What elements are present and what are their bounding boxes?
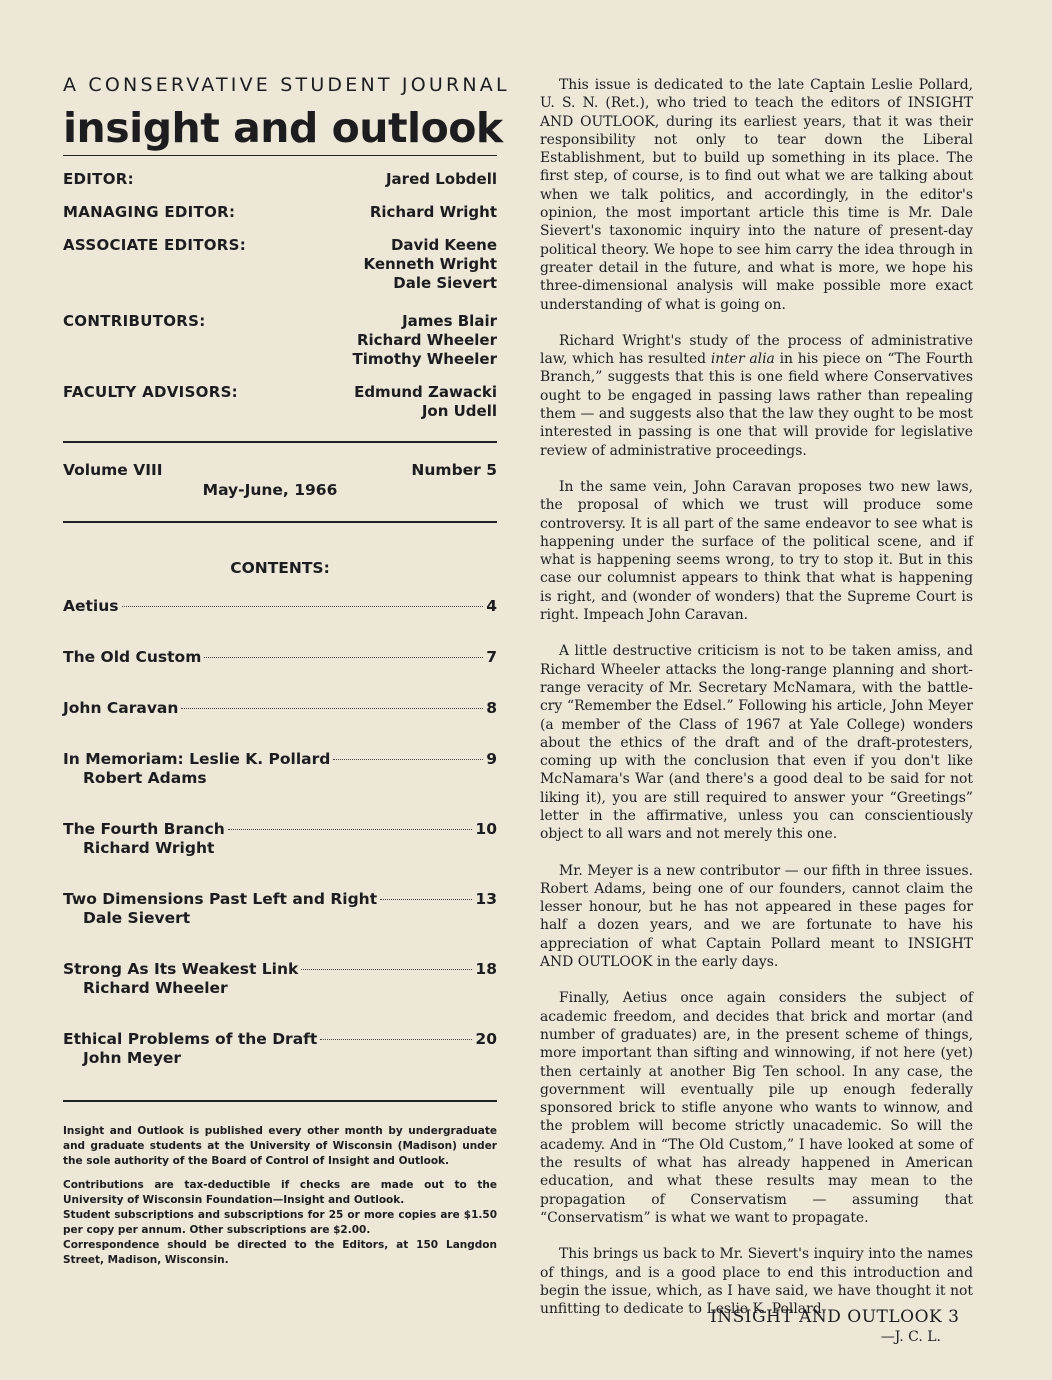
editorial-paragraph: This brings us back to Mr. Sievert's inquiry into the names of things, and is a good place to end this introduction and begin the issue, which, as I have said, we have thought it not unfitting to dedicate to Leslie K. Pollard.: [540, 1246, 973, 1318]
editorial-text: in his piece on “The Fourth Branch,” suggests that this is one field where Conservatives ought to be engaged in passing laws rather than repealing them — and suggests also that the law they ought to be most interested in passing is one that will provide for legislative review of administrative proceedings.: [540, 351, 973, 459]
staff-name: James Blair: [402, 312, 497, 331]
toc-page: 8: [486, 699, 497, 718]
staff-name: Jared Lobdell: [385, 170, 497, 189]
staff-name: Kenneth Wright: [363, 255, 497, 274]
editor-signature: —J. C. L.: [880, 1329, 941, 1346]
staff-row-managing-editor: [63, 203, 497, 222]
toc-entry[interactable]: [63, 648, 497, 667]
toc-title: John Caravan: [63, 699, 179, 718]
toc-entry[interactable]: [63, 750, 497, 788]
toc-title: The Fourth Branch: [63, 820, 225, 839]
editorial-paragraph: This issue is dedicated to the late Captain Leslie Pollard, U. S. N. (Ret.), who tried to teach the editors of INSIGHT AND OUTLOOK, during its earliest years, that it was their responsibility not only to tear down the Liberal Establishment, but to build up something in its place. The first step, of course, is to find out what we are talking about when we talk politics, and accordingly, in the editor's opinion, the most important article this time is Mr. Dale Sievert's taxonomic inquiry into the nature of present-day political theory. We hope to see him carry the idea through in greater detail in the future, and what is more, we hope his three-dimensional analysis will make possible more exact understanding of what is going on.: [540, 77, 973, 313]
toc-leader: [333, 759, 483, 760]
table-of-contents: [63, 597, 497, 1068]
staff-name: Jon Udell: [421, 402, 497, 421]
toc-leader: [122, 606, 484, 607]
toc-title: Ethical Problems of the Draft: [63, 1030, 318, 1049]
journal-title: insight and outlook: [63, 104, 503, 152]
toc-page: 4: [486, 597, 497, 616]
staff-name: Richard Wheeler: [356, 331, 497, 350]
editorial-text: Richard Wright's study of the process of administrative law, which has resulted: [540, 332, 973, 368]
staff-name: Richard Wright: [369, 203, 497, 222]
publication-note: Insight and Outlook is published every other month by undergraduate and graduate students at the University of Wisconsin (Madison) under the sole authority of the Board of Control of Insight and Outlook.: [63, 1125, 497, 1168]
toc-author: Dale Sievert: [83, 909, 191, 928]
toc-author: Richard Wright: [83, 839, 215, 858]
staff-name: Edmund Zawacki: [354, 383, 497, 402]
editorial-paragraph: A little destructive criticism is not to be taken amiss, and Richard Wheeler attacks the long-range planning and short-range veracity of Mr. Secretary McNamara, with the battle-cry “Remember the Edsel.” Following his article, John Meyer (a member of the Class of 1967 at Yale College) wonders about the ethics of the draft and of the draft-protesters, coming up with the conclusion that even if you don't like McNamara's War (and there's a good deal to be said for not liking it), you are still required to answer your “Greetings” letter in the affirmative, unless you can conscientiously object to all wars and not merely this one.: [540, 643, 973, 843]
toc-entry[interactable]: [63, 699, 497, 718]
toc-page: 20: [475, 1030, 497, 1049]
staff-row-editor: [63, 170, 497, 189]
staff-role: ASSOCIATE EDITORS:: [63, 236, 247, 255]
staff-role: CONTRIBUTORS:: [63, 312, 206, 331]
toc-author: Richard Wheeler: [83, 979, 228, 998]
toc-leader: [380, 899, 472, 900]
toc-title: Aetius: [63, 597, 119, 616]
toc-entry[interactable]: [63, 960, 497, 998]
staff-role: MANAGING EDITOR:: [63, 203, 236, 222]
toc-title: In Memoriam: Leslie K. Pollard: [63, 750, 331, 769]
toc-page: 7: [486, 648, 497, 667]
editorial-column: [540, 76, 973, 1347]
toc-page: 9: [486, 750, 497, 769]
staff-row-faculty-advisors: [63, 383, 497, 421]
staff-name: Timothy Wheeler: [352, 350, 497, 369]
number-label: Number 5: [411, 461, 497, 480]
toc-title: Strong As Its Weakest Link: [63, 960, 299, 979]
publication-note: Student subscriptions and subscriptions for 25 or more copies are $1.50 per copy per annum. Other subscriptions are $2.00.: [63, 1209, 497, 1237]
editorial-paragraph: In the same vein, John Caravan proposes two new laws, the proposal of which we trust will produce some controversy. It is all part of the same endeavor to see what is happening under the surface of the political scene, and if what is happening seems wrong, to try to stop it. But in this case our columnist appears to think that what is happening is right, and (wonder of wonders) that the Supreme Court is right. Impeach John Caravan.: [540, 478, 973, 624]
toc-title: Two Dimensions Past Left and Right: [63, 890, 378, 909]
publication-notes: [63, 1124, 497, 1268]
toc-page: 18: [475, 960, 497, 979]
toc-page: 13: [475, 890, 497, 909]
staff-name: Dale Sievert: [393, 274, 497, 293]
contents-rule: [63, 1100, 497, 1102]
title-rule: [63, 155, 497, 156]
staff-role: FACULTY ADVISORS:: [63, 383, 238, 402]
toc-leader: [228, 829, 473, 830]
volume-label: Volume VIII: [63, 461, 163, 480]
toc-leader: [181, 708, 483, 709]
editorial-emphasis: inter alia: [710, 351, 775, 368]
toc-entry[interactable]: [63, 1030, 497, 1068]
staff-list: [63, 170, 497, 421]
issue-date: May-June, 1966: [202, 481, 338, 500]
issue-rule: [63, 521, 497, 523]
toc-leader: [204, 657, 483, 658]
issue-line: [63, 461, 497, 479]
toc-entry[interactable]: [63, 890, 497, 928]
masthead-column: [63, 74, 510, 1268]
page-footer: INSIGHT AND OUTLOOK 3: [710, 1307, 960, 1327]
editorial-paragraph: Finally, Aetius once again considers the subject of academic freedom, and decides that brick and mortar (and number of graduates) are, in the present scheme of things, more important than sifting and winnowing, if not here (yet) then certainly at another Big Ten school. In any case, the government will eventually pile up enough federally sponsored brick to stifle anyone who wants to winnow, and the problem will become strictly unacademic. So will the academy. And in “The Old Custom,” I have looked at some of the results of what has already happened in American education, and what these results may mean to the propagation of Conservatism — assuming that “Conservatism” is what we want to propagate.: [540, 990, 973, 1226]
contents-heading: CONTENTS:: [230, 559, 330, 578]
publication-note: Contributions are tax-deductible if checks are made out to the University of Wisconsin Foundation—Insight and Outlook.: [63, 1179, 497, 1207]
editorial-paragraph: Mr. Meyer is a new contributor — our fifth in three issues. Robert Adams, being one of our founders, cannot claim the lesser honour, but he has not appeared in these pages for half a dozen years, and we are fortunate to have his appreciation of what Captain Pollard meant to INSIGHT AND OUTLOOK in the early days.: [540, 862, 973, 971]
staff-rule: [63, 441, 497, 443]
toc-page: 10: [475, 820, 497, 839]
toc-entry[interactable]: [63, 820, 497, 858]
publication-note: Correspondence should be directed to the Editors, at 150 Langdon Street, Madison, Wisconsin.: [63, 1239, 497, 1267]
toc-author: John Meyer: [83, 1049, 182, 1068]
staff-name: David Keene: [390, 236, 497, 255]
editorial-paragraph: [540, 332, 973, 460]
toc-title: The Old Custom: [63, 648, 202, 667]
toc-leader: [301, 969, 472, 970]
journal-kicker: A CONSERVATIVE STUDENT JOURNAL: [63, 74, 510, 96]
staff-row-associate-editors: [63, 236, 497, 293]
toc-entry[interactable]: [63, 597, 497, 616]
staff-row-contributors: [63, 312, 497, 369]
staff-role: EDITOR:: [63, 170, 134, 189]
toc-author: Robert Adams: [83, 769, 207, 788]
toc-leader: [320, 1039, 472, 1040]
